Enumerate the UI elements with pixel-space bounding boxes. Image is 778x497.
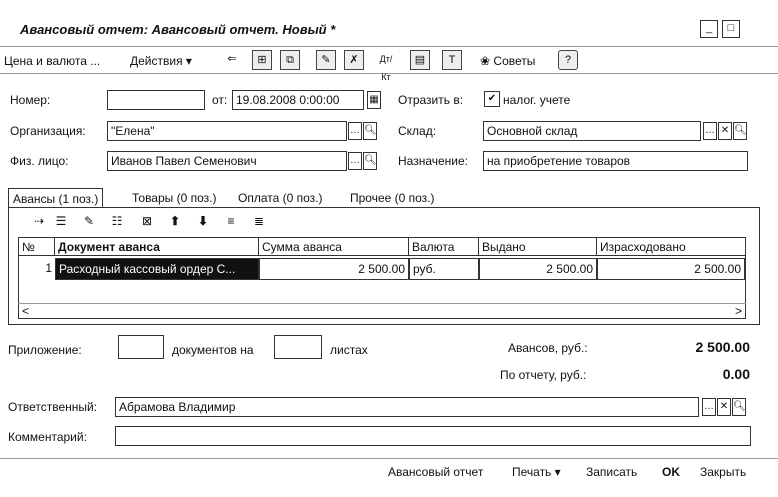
help-button[interactable]: ?	[558, 50, 578, 70]
warehouse-search-icon[interactable]: 🔍︎	[733, 122, 747, 140]
tips-label: Советы	[493, 54, 536, 68]
responsible-field[interactable]: Абрамова Владимир	[115, 397, 699, 417]
move-down-icon[interactable]: ⬇	[197, 214, 209, 228]
table-horizontal-scrollbar[interactable]	[18, 303, 746, 319]
docs-label: документов на	[172, 343, 254, 357]
org-select-button[interactable]: …	[348, 122, 362, 140]
advances-total-label: Авансов, руб.:	[508, 341, 588, 355]
scroll-left-icon[interactable]: <	[22, 304, 30, 318]
col-document-header[interactable]: Документ аванса	[55, 238, 259, 256]
table-cell-spent[interactable]: 2 500.00	[597, 258, 745, 280]
date-from-label: от:	[212, 93, 228, 107]
back-arrow-icon[interactable]: ⇐	[227, 53, 237, 65]
calendar-icon[interactable]: ▦	[367, 91, 381, 109]
tips-button[interactable]	[480, 51, 535, 71]
sort-asc-icon[interactable]: ≡	[227, 214, 235, 228]
table-cell-issued[interactable]: 2 500.00	[479, 258, 597, 280]
toolbar	[0, 46, 778, 82]
advance-report-button[interactable]: Авансовый отчет	[388, 465, 484, 479]
tab-payment[interactable]: Оплата (0 поз.)	[238, 191, 323, 205]
save-button[interactable]: Записать	[586, 465, 638, 479]
sort-desc-icon[interactable]: ≣	[253, 214, 265, 228]
add-row-icon[interactable]: ⇢	[33, 214, 45, 228]
org-label: Организация:	[10, 124, 86, 138]
purpose-label: Назначение:	[398, 154, 469, 168]
comment-label: Комментарий:	[8, 430, 87, 444]
warehouse-clear-icon[interactable]: ✕	[718, 122, 732, 140]
table-cell-number[interactable]: 1	[45, 261, 52, 275]
responsible-label: Ответственный:	[8, 400, 98, 414]
warehouse-field[interactable]: Основной склад	[483, 121, 701, 141]
title-bar	[0, 18, 778, 44]
scroll-right-icon[interactable]: >	[734, 304, 742, 318]
person-select-button[interactable]: …	[348, 152, 362, 170]
col-currency-header[interactable]: Валюта	[409, 238, 479, 256]
tax-label: налог. учете	[503, 93, 571, 107]
maximize-button[interactable]: □	[722, 20, 740, 38]
tax-checkbox[interactable]: ✔	[484, 91, 500, 107]
minimize-button[interactable]: _	[700, 20, 718, 38]
date-field[interactable]: 19.08.2008 0:00:00	[232, 90, 364, 110]
text-icon[interactable]: T	[442, 50, 462, 70]
dt-kt-icon[interactable]: Дт/Кт	[379, 54, 393, 82]
responsible-select-button[interactable]: …	[702, 398, 716, 416]
close-button[interactable]: Закрыть	[700, 465, 747, 479]
tab-advances[interactable]: Авансы (1 поз.)	[8, 188, 103, 208]
tab-other[interactable]: Прочее (0 поз.)	[350, 191, 435, 205]
person-search-icon[interactable]: 🔍︎	[363, 152, 377, 170]
table-cell-amount[interactable]: 2 500.00	[259, 258, 409, 280]
comment-field[interactable]	[115, 426, 751, 446]
tree-icon[interactable]: ⊞	[252, 50, 272, 70]
tips-icon: ❀	[480, 54, 491, 68]
copy-icon[interactable]: ⧉	[280, 50, 300, 70]
print-menu-button[interactable]: Печать ▾	[512, 465, 561, 479]
warehouse-select-button[interactable]: …	[703, 122, 717, 140]
number-label: Номер:	[10, 93, 51, 107]
col-spent-header[interactable]: Израсходовано	[597, 238, 745, 256]
bottom-bar	[0, 458, 778, 486]
table-cell-document[interactable]: Расходный кассовый ордер С...	[55, 258, 259, 280]
col-amount-header[interactable]: Сумма аванса	[259, 238, 409, 256]
actions-menu[interactable]: Действия ▾	[130, 54, 192, 68]
person-label: Физ. лицо:	[10, 154, 69, 168]
number-field[interactable]	[107, 90, 205, 110]
col-issued-header[interactable]: Выдано	[479, 238, 597, 256]
delete-row-icon[interactable]: ⊠	[141, 214, 153, 228]
attachment-sheets-field[interactable]	[274, 335, 322, 359]
window-title: Авансовый отчет: Авансовый отчет. Новый *	[20, 22, 336, 37]
edit-row-icon[interactable]: ✎	[83, 214, 95, 228]
price-currency-button[interactable]: Цена и валюта ...	[4, 54, 101, 68]
insert-row-icon[interactable]: ☰	[55, 214, 67, 228]
report-total-label: По отчету, руб.:	[500, 368, 587, 382]
report-total-value: 0.00	[722, 366, 750, 382]
person-field[interactable]: Иванов Павел Семенович	[107, 151, 347, 171]
copy-row-icon[interactable]: ☷	[111, 214, 123, 228]
move-up-icon[interactable]: ⬆	[169, 214, 181, 228]
responsible-search-icon[interactable]: 🔍︎	[732, 398, 746, 416]
report-icon[interactable]: ▤	[410, 50, 430, 70]
col-number-header[interactable]: №	[19, 238, 55, 256]
tab-goods[interactable]: Товары (0 поз.)	[132, 191, 217, 205]
ok-button[interactable]: OK	[662, 465, 680, 479]
attachment-docs-field[interactable]	[118, 335, 164, 359]
responsible-clear-icon[interactable]: ✕	[717, 398, 731, 416]
table-cell-currency[interactable]: руб.	[409, 258, 479, 280]
unpost-icon[interactable]: ✗	[344, 50, 364, 70]
attachment-label: Приложение:	[8, 343, 82, 357]
org-search-icon[interactable]: 🔍︎	[363, 122, 377, 140]
org-field[interactable]: "Елена"	[107, 121, 347, 141]
reflect-label: Отразить в:	[398, 93, 464, 107]
warehouse-label: Склад:	[398, 124, 437, 138]
post-icon[interactable]: ✎	[316, 50, 336, 70]
purpose-field[interactable]: на приобретение товаров	[483, 151, 748, 171]
sheets-label: листах	[330, 343, 368, 357]
advances-total-value: 2 500.00	[695, 339, 750, 355]
